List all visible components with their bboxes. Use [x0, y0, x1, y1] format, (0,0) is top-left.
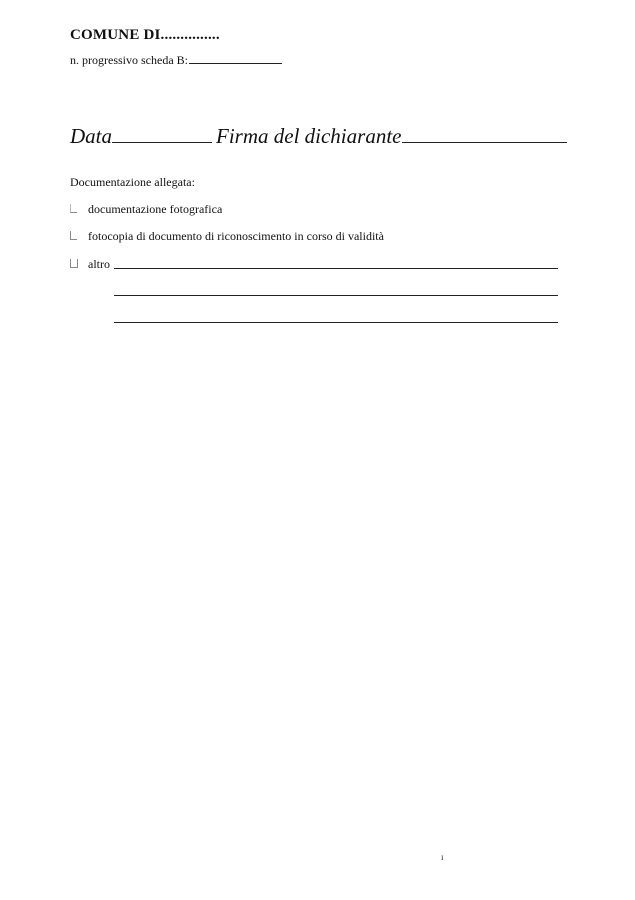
- checkbox-icon[interactable]: [70, 204, 77, 213]
- checkbox-label: altro: [88, 257, 110, 271]
- firma-label: Firma del dichiarante: [216, 124, 402, 148]
- checkbox-icon[interactable]: [70, 231, 77, 240]
- checkbox-icon[interactable]: [70, 259, 78, 268]
- checkbox-item-altro[interactable]: [70, 257, 110, 273]
- page-number-mark: ı: [441, 852, 444, 862]
- signature-line: [70, 123, 567, 149]
- progressivo-line: [70, 52, 282, 68]
- data-blank-field[interactable]: [112, 123, 212, 143]
- checkbox-item-fotografica[interactable]: [70, 202, 470, 218]
- checkbox-item-documento-riconoscimento[interactable]: [70, 229, 470, 245]
- progressivo-blank-field[interactable]: [189, 52, 282, 64]
- altro-write-line-3[interactable]: [114, 322, 558, 323]
- altro-write-line-1[interactable]: [114, 268, 558, 269]
- altro-write-line-2[interactable]: [114, 295, 558, 296]
- documentazione-title: Documentazione allegata:: [70, 175, 195, 189]
- progressivo-label: n. progressivo scheda B:: [70, 53, 188, 67]
- checkbox-label: fotocopia di documento di riconoscimento in corso di validità: [88, 229, 384, 243]
- data-label: Data: [70, 124, 112, 148]
- comune-heading: COMUNE DI...............: [70, 27, 220, 43]
- checkbox-label: documentazione fotografica: [88, 202, 223, 216]
- firma-blank-field[interactable]: [402, 123, 567, 143]
